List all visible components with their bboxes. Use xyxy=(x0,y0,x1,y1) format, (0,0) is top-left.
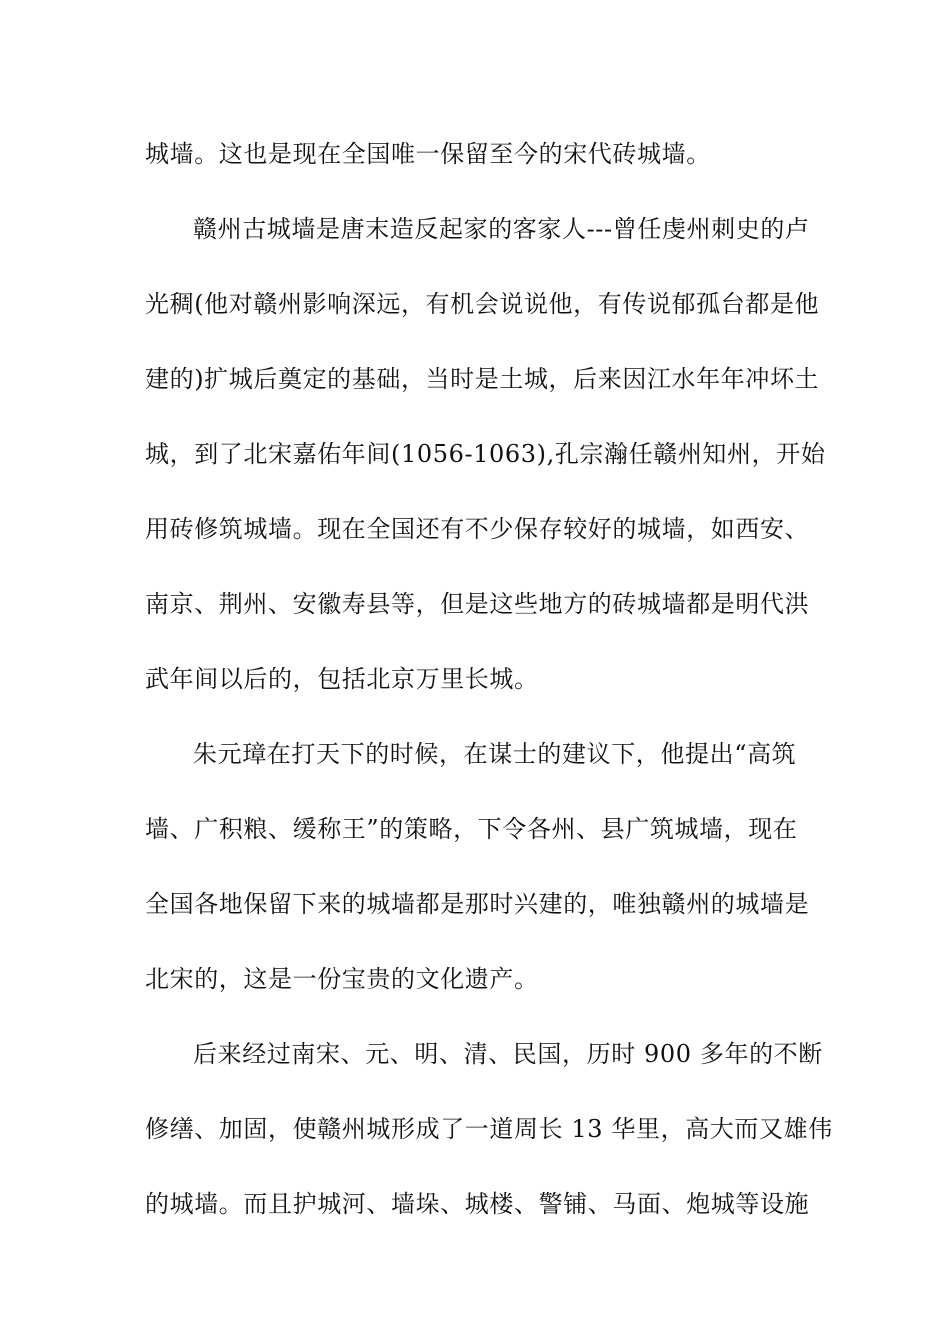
text-line-14: 修缮、加固，使赣州城形成了一道周长 13 华里，高大而又雄伟 xyxy=(145,1115,833,1143)
text-line-3: 光稠(他对赣州影响深远，有机会说说他，有传说郁孤台都是他 xyxy=(145,290,820,318)
text-line-12: 北宋的，这是一份宝贵的文化遗产。 xyxy=(145,965,539,993)
text-line-4: 建的)扩城后奠定的基础，当时是土城，后来因江水年年冲坏土 xyxy=(145,365,820,393)
text-line-1: 城墙。这也是现在全国唯一保留至今的宋代砖城墙。 xyxy=(145,140,711,168)
text-line-5: 城，到了北宋嘉佑年间(1056-1063),孔宗瀚任赣州知州，开始 xyxy=(145,440,826,468)
text-line-2: 赣州古城墙是唐末造反起家的客家人---曾任虔州刺史的卢 xyxy=(193,215,810,243)
text-line-15: 的城墙。而且护城河、墙垛、城楼、警铺、马面、炮城等设施 xyxy=(145,1190,810,1218)
text-line-8: 武年间以后的，包括北京万里长城。 xyxy=(145,665,539,693)
text-line-9: 朱元璋在打天下的时候，在谋士的建议下，他提出“高筑 xyxy=(193,740,797,768)
text-line-6: 用砖修筑城墙。现在全国还有不少保存较好的城墙，如西安、 xyxy=(145,515,810,543)
text-line-10: 墙、广积粮、缓称王”的策略，下令各州、县广筑城墙，现在 xyxy=(145,815,798,843)
text-line-7: 南京、荆州、安徽寿县等，但是这些地方的砖城墙都是明代洪 xyxy=(145,590,810,618)
text-line-13: 后来经过南宋、元、明、清、民国，历时 900 多年的不断 xyxy=(193,1040,823,1068)
text-line-11: 全国各地保留下来的城墙都是那时兴建的，唯独赣州的城墙是 xyxy=(145,890,810,918)
